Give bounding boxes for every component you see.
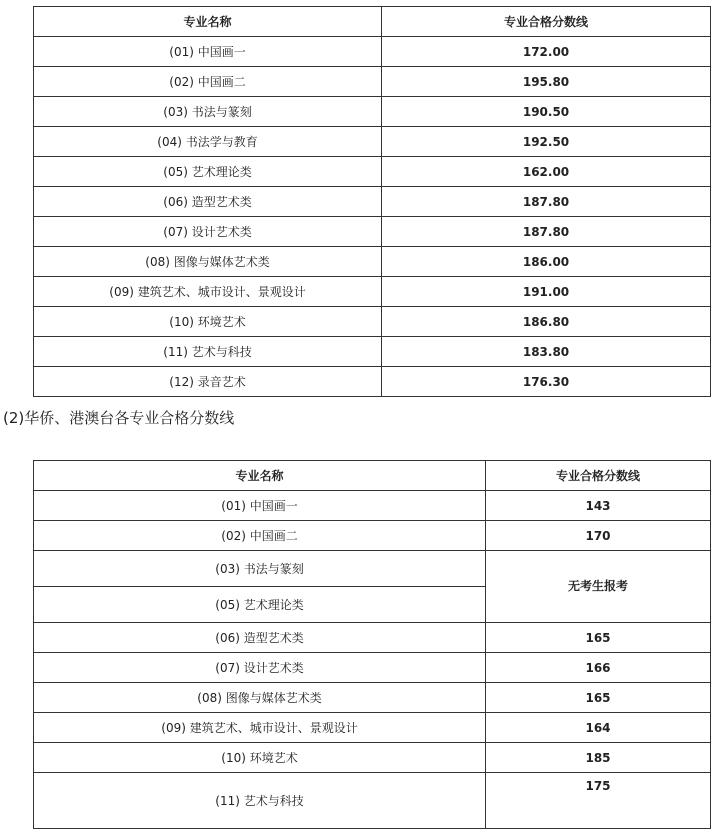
table-row [34,247,711,277]
major-name: (07) 设计艺术类 [34,217,382,247]
major-name: (01) 中国画一 [34,37,382,67]
major-name: (10) 环境艺术 [34,307,382,337]
major-name: (10) 环境艺术 [34,743,486,773]
major-name: (08) 图像与媒体艺术类 [34,683,486,713]
score-value: 166 [486,653,711,683]
score-table-overseas [33,460,711,829]
major-name: (11) 艺术与科技 [34,337,382,367]
major-name: (09) 建筑艺术、城市设计、景观设计 [34,713,486,743]
table-row [34,491,711,521]
table-row [34,277,711,307]
table-row [34,217,711,247]
table-header-row [34,461,711,491]
score-value: 190.50 [382,97,711,127]
score-value: 183.80 [382,337,711,367]
major-name: (06) 造型艺术类 [34,187,382,217]
major-name: (09) 建筑艺术、城市设计、景观设计 [34,277,382,307]
score-value: 143 [486,491,711,521]
score-value: 191.00 [382,277,711,307]
major-name: (08) 图像与媒体艺术类 [34,247,382,277]
table-row [34,127,711,157]
table-header-row [34,7,711,37]
table-row [34,97,711,127]
major-name: (11) 艺术与科技 [34,773,486,829]
score-value: 164 [486,713,711,743]
table-row [34,337,711,367]
score-value: 176.30 [382,367,711,397]
table-row [34,683,711,713]
table-row [34,367,711,397]
score-value: 186.80 [382,307,711,337]
table-row [34,307,711,337]
table-row [34,187,711,217]
major-name: (06) 造型艺术类 [34,623,486,653]
no-entry-note: 无考生报考 [486,551,711,623]
table-row [34,551,711,587]
column-header-major: 专业名称 [34,7,382,37]
table-row [34,773,711,829]
score-value: 162.00 [382,157,711,187]
score-value: 175 [486,773,711,829]
table-row [34,521,711,551]
table-row [34,743,711,773]
major-name: (02) 中国画二 [34,67,382,97]
major-name: (02) 中国画二 [34,521,486,551]
column-header-major: 专业名称 [34,461,486,491]
score-value: 170 [486,521,711,551]
score-value: 165 [486,683,711,713]
table-row [34,37,711,67]
score-value: 186.00 [382,247,711,277]
major-name: (01) 中国画一 [34,491,486,521]
score-value: 192.50 [382,127,711,157]
score-table-main [33,6,711,397]
section-heading: (2)华侨、港澳台各专业合格分数线 [3,409,235,427]
table-row [34,67,711,97]
score-value: 195.80 [382,67,711,97]
table-row [34,653,711,683]
table-row [34,713,711,743]
score-value: 187.80 [382,187,711,217]
major-name: (04) 书法学与教育 [34,127,382,157]
score-value: 185 [486,743,711,773]
major-name: (05) 艺术理论类 [34,587,486,623]
table-row [34,157,711,187]
major-name: (03) 书法与篆刻 [34,551,486,587]
column-header-score: 专业合格分数线 [382,7,711,37]
major-name: (05) 艺术理论类 [34,157,382,187]
major-name: (03) 书法与篆刻 [34,97,382,127]
column-header-score: 专业合格分数线 [486,461,711,491]
major-name: (07) 设计艺术类 [34,653,486,683]
score-value: 165 [486,623,711,653]
major-name: (12) 录音艺术 [34,367,382,397]
score-value: 187.80 [382,217,711,247]
score-value: 172.00 [382,37,711,67]
table-row [34,623,711,653]
